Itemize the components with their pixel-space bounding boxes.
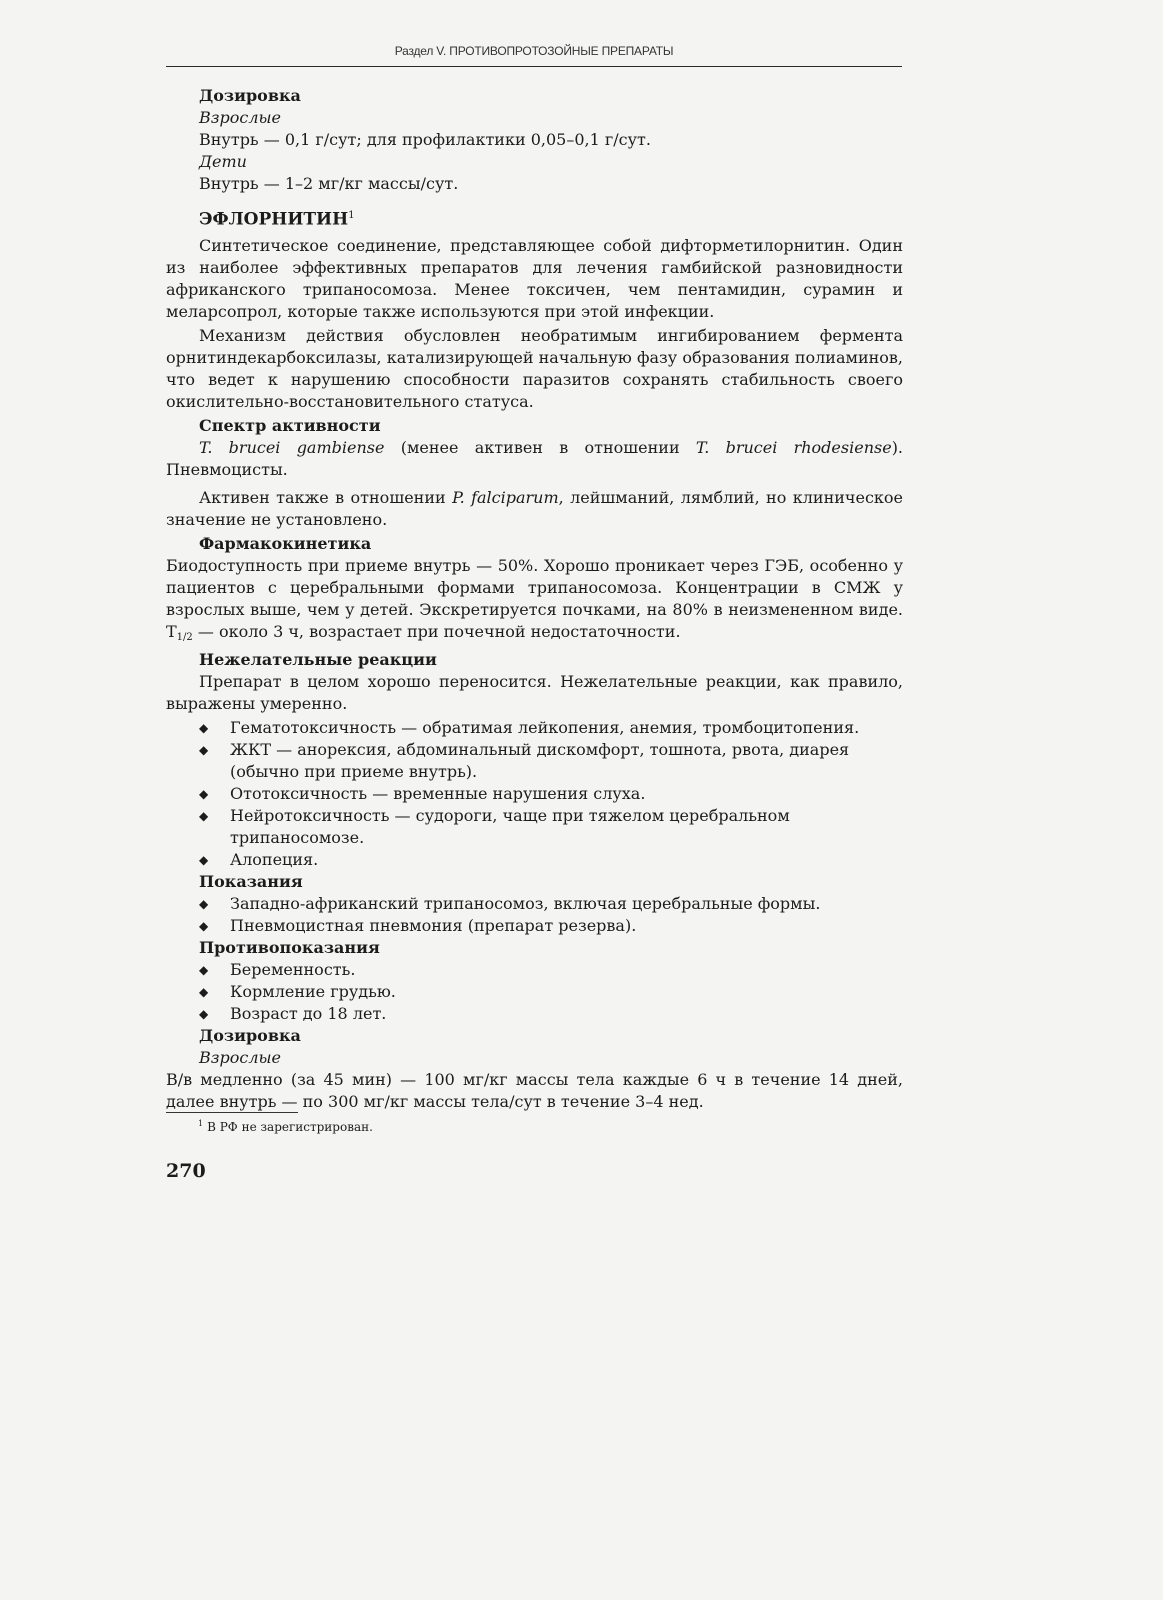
prev-children-label: Дети bbox=[199, 152, 247, 171]
bullet-icon: ◆ bbox=[199, 720, 209, 735]
prev-dosing-heading: Дозировка bbox=[199, 86, 301, 105]
spectrum-heading: Спектр активности bbox=[199, 415, 381, 435]
organism-rhodesiense: T. brucei rhodesiense bbox=[695, 437, 892, 457]
list-item-text: Возраст до 18 лет. bbox=[230, 1003, 387, 1023]
organism-falciparum: P. falciparum bbox=[452, 487, 559, 507]
bullet-icon: ◆ bbox=[199, 808, 209, 823]
contraindications-list bbox=[166, 959, 903, 1025]
spectrum-p2-end: , лейшманий, лямблий, но клиническое значение не установлено. bbox=[166, 487, 904, 529]
spectrum-paragraph-1 bbox=[166, 437, 903, 481]
list-item-text: Ототоксичность — временные нарушения слуха. bbox=[230, 783, 646, 803]
list-item-text: Алопеция. bbox=[230, 849, 319, 869]
list-item-text: Гематотоксичность — обратимая лейкопения, анемия, тромбоцитопения. bbox=[230, 717, 860, 737]
list-item-text: Кормление грудью. bbox=[230, 981, 396, 1001]
dosing-adults-label: Взрослые bbox=[199, 1047, 282, 1067]
footnote-mark: 1 bbox=[198, 1119, 204, 1128]
list-item bbox=[166, 981, 903, 1003]
footnote-rule bbox=[166, 1112, 298, 1113]
list-item-text: Нейротоксичность — судороги, чаще при тяжелом церебральном трипаносомозе. bbox=[230, 805, 790, 847]
list-item bbox=[166, 805, 903, 849]
pharmacokinetics-text bbox=[166, 555, 903, 649]
bullet-icon: ◆ bbox=[199, 918, 209, 933]
footnote-text: В РФ не зарегистрирован. bbox=[207, 1120, 373, 1134]
half-life-subscript: 1/2 bbox=[176, 631, 193, 643]
page-number: 270 bbox=[166, 1160, 206, 1182]
bullet-icon: ◆ bbox=[199, 962, 209, 977]
prev-adults-text: Внутрь — 0,1 г/сут; для профилактики 0,05–0,1 г/сут. bbox=[199, 130, 651, 149]
list-item bbox=[166, 915, 903, 937]
list-item-text: ЖКТ — анорексия, абдоминальный дискомфорт, тошнота, рвота, диарея (обычно при приеме внутрь). bbox=[230, 739, 850, 781]
list-item bbox=[166, 717, 903, 739]
indications-list bbox=[166, 893, 903, 937]
spectrum-text-2: ). Пневмоцисты. bbox=[166, 437, 904, 479]
spectrum-paragraph-2 bbox=[166, 487, 903, 531]
contraindications-heading: Противопоказания bbox=[199, 937, 380, 957]
list-item-text: Беременность. bbox=[230, 959, 356, 979]
list-item bbox=[166, 959, 903, 981]
adverse-intro: Препарат в целом хорошо переносится. Нежелательные реакции, как правило, выражены умеренно. bbox=[166, 671, 903, 713]
list-item bbox=[166, 849, 903, 871]
prev-adults-label: Взрослые bbox=[199, 108, 282, 127]
indications-heading: Показания bbox=[199, 871, 303, 891]
spectrum-p2-start: Активен также в отношении bbox=[199, 487, 453, 507]
footnote bbox=[198, 1119, 373, 1134]
prev-children-text: Внутрь — 1–2 мг/кг массы/сут. bbox=[199, 174, 459, 193]
drug-title-footnote-mark: 1 bbox=[348, 210, 355, 221]
list-item-text: Западно-африканский трипаносомоз, включая церебральные формы. bbox=[230, 893, 821, 913]
organism-gambiense: T. brucei gambiense bbox=[199, 437, 385, 457]
drug-intro-paragraph-2: Механизм действия обусловлен необратимым ингибированием фермента орнитиндекарбоксилазы, катализирующей начальную фазу образования полиаминов, что ведет к нарушению способности паразитов сохранять стабильность своего окислительно-восстановительного статуса. bbox=[166, 325, 903, 411]
bullet-icon: ◆ bbox=[199, 1006, 209, 1021]
dosing-heading: Дозировка bbox=[199, 1025, 301, 1045]
list-item bbox=[166, 1003, 903, 1025]
pk-text-before: Биодоступность при приеме внутрь — 50%. Хорошо проникает через ГЭБ, особенно у пациентов с церебральными формами трипаносомоза. Концентрации в СМЖ у взрослых выше, чем у детей. Экскретируется почками, на 80% в неизмененном виде. Т bbox=[166, 555, 903, 641]
spectrum-text-1: (менее активен в отношении bbox=[384, 437, 696, 457]
adverse-heading: Нежелательные реакции bbox=[199, 649, 437, 669]
pharmacokinetics-heading: Фармакокинетика bbox=[199, 533, 372, 553]
list-item bbox=[166, 739, 903, 783]
bullet-icon: ◆ bbox=[199, 896, 209, 911]
page-body bbox=[166, 85, 903, 1113]
list-item bbox=[166, 893, 903, 915]
drug-title-text: ЭФЛОРНИТИН bbox=[199, 209, 349, 230]
list-item-text: Пневмоцистная пневмония (препарат резерва). bbox=[230, 915, 637, 935]
drug-intro-paragraph-1: Синтетическое соединение, представляющее собой дифторметилорнитин. Один из наиболее эффективных препаратов для лечения гамбийской разновидности африканского трипаносомоза. Менее токсичен, чем пентамидин, сурамин и меларсопрол, которые также используются при этой инфекции. bbox=[166, 235, 903, 321]
drug-title bbox=[166, 205, 903, 231]
dosing-adults-text: В/в медленно (за 45 мин) — 100 мг/кг массы тела каждые 6 ч в течение 14 дней, далее внутрь — по 300 мг/кг массы тела/сут в течение 3–4 нед. bbox=[166, 1069, 903, 1111]
pk-text-after: — около 3 ч, возрастает при почечной недостаточности. bbox=[192, 621, 681, 641]
bullet-icon: ◆ bbox=[199, 852, 209, 867]
running-head: Раздел V. ПРОТИВОПРОТОЗОЙНЫЕ ПРЕПАРАТЫ bbox=[394, 44, 674, 58]
bullet-icon: ◆ bbox=[199, 742, 209, 757]
adverse-list bbox=[166, 717, 903, 871]
header-rule bbox=[166, 66, 902, 67]
bullet-icon: ◆ bbox=[199, 984, 209, 999]
list-item bbox=[166, 783, 903, 805]
bullet-icon: ◆ bbox=[199, 786, 209, 801]
